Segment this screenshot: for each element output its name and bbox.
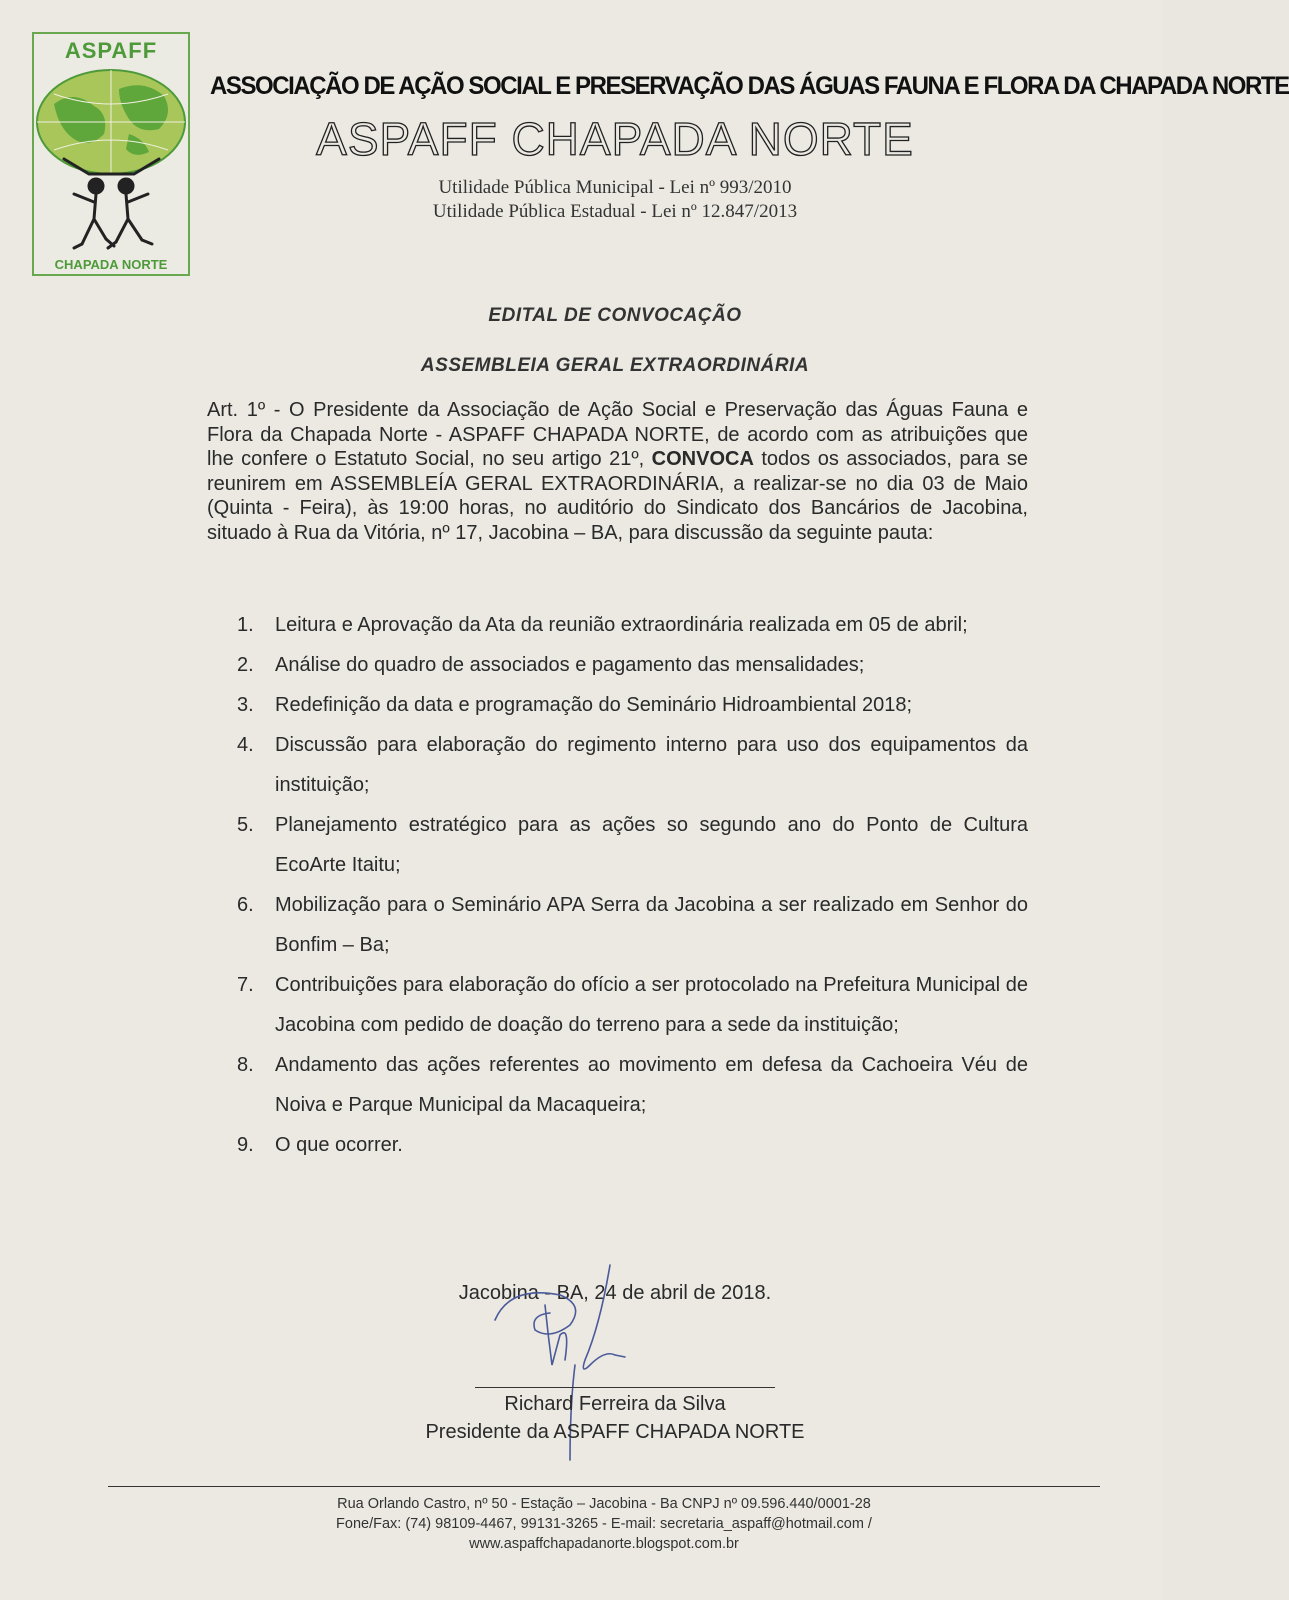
article-text-bold: CONVOCA (651, 448, 754, 470)
agenda-item (237, 645, 1028, 685)
date-line: Jacobina - BA, 24 de abril de 2018. (458, 1282, 772, 1304)
agenda-item-number: 6. (237, 894, 254, 916)
agenda-item-number: 4. (237, 734, 254, 756)
agenda-item-text: Planejamento estratégico para as ações so segundo ano do Ponto de Cultura EcoArte Itaitu; (275, 814, 1028, 876)
signer-name: Richard Ferreira da Silva (504, 1393, 726, 1415)
agenda-item-text: Mobilização para o Seminário APA Serra da Jacobina a ser realizado em Senhor do Bonfim – Ba; (275, 894, 1028, 956)
article-text-start: Art. 1º - O Presidente da Associação de Ação Social e Preservação das Águas Fauna e Flora da Chapada Norte - ASPAFF CHAPADA NORTE, de acordo com as atribuições que lhe confere o Estatuto Social, no seu artigo 21º, (207, 399, 1028, 470)
organization-short-name: ASPAFF CHAPADA NORTE (316, 113, 914, 165)
footer-address: Rua Orlando Castro, nº 50 - Estação – Jacobina - Ba CNPJ nº 09.596.440/0001-28 (337, 1496, 871, 1512)
utility-state: Utilidade Pública Estadual - Lei nº 12.847/2013 (432, 201, 798, 222)
footer-website: www.aspaffchapadanorte.blogspot.com.br (469, 1536, 739, 1552)
agenda-item-text: O que ocorrer. (275, 1134, 403, 1156)
footer-divider (108, 1486, 1100, 1487)
agenda-list (237, 605, 1028, 1165)
organization-name: ASSOCIAÇÃO DE AÇÃO SOCIAL E PRESERVAÇÃO DAS ÁGUAS FAUNA E FLORA DA CHAPADA NORTE (210, 72, 1289, 100)
article-text-end: todos os associados, para se reunirem em ASSEMBLEÍA GERAL EXTRAORDINÁRIA, a realizar-se no dia 03 de Maio (Quinta - Feira), às 19:00 horas, no auditório do Sindicato dos Bancários de Jacobina, situado à Rua da Vitória, nº 17, Jacobina – BA, para discussão da seguinte pauta: (207, 448, 1028, 544)
document-title: EDITAL DE CONVOCAÇÃO (488, 305, 742, 326)
globe-with-figures-icon (34, 34, 188, 274)
agenda-item-text: Redefinição da data e programação do Seminário Hidroambiental 2018; (275, 694, 913, 716)
agenda-item-number: 7. (237, 974, 254, 996)
agenda-item (237, 685, 1028, 725)
agenda-item (237, 725, 1028, 805)
agenda-item-number: 8. (237, 1054, 254, 1076)
signer-role: Presidente da ASPAFF CHAPADA NORTE (425, 1421, 805, 1443)
agenda-item (237, 1045, 1028, 1125)
agenda-item (237, 605, 1028, 645)
agenda-item-text: Andamento das ações referentes ao movimento em defesa da Cachoeira Véu de Noiva e Parque Municipal da Macaqueira; (275, 1054, 1028, 1116)
agenda-item-number: 1. (237, 614, 254, 636)
footer-contact: Fone/Fax: (74) 98109-4467, 99131-3265 - E-mail: secretaria_aspaff@hotmail.com / (336, 1516, 872, 1532)
agenda-item (237, 885, 1028, 965)
aspaff-logo (32, 32, 190, 276)
signature-line (475, 1387, 775, 1388)
agenda-item-text: Contribuições para elaboração do ofício a ser protocolado na Prefeitura Municipal de Jacobina com pedido de doação do terreno para a sede da instituição; (275, 974, 1028, 1036)
agenda-item-number: 3. (237, 694, 254, 716)
agenda-item-text: Leitura e Aprovação da Ata da reunião extraordinária realizada em 05 de abril; (275, 614, 968, 636)
agenda-item-number: 5. (237, 814, 254, 836)
agenda-item-number: 2. (237, 654, 254, 676)
agenda-item (237, 1125, 1028, 1165)
agenda-item-number: 9. (237, 1134, 254, 1156)
agenda-item-text: Análise do quadro de associados e pagamento das mensalidades; (275, 654, 865, 676)
logo-title: ASPAFF (64, 38, 158, 63)
article-paragraph (207, 398, 1028, 545)
utility-municipal: Utilidade Pública Municipal - Lei nº 993/2010 (438, 177, 792, 198)
document-subtitle: ASSEMBLEIA GERAL EXTRAORDINÁRIA (420, 355, 810, 376)
agenda-item (237, 805, 1028, 885)
logo-subtitle: CHAPADA NORTE (54, 257, 168, 272)
agenda-item-text: Discussão para elaboração do regimento interno para uso dos equipamentos da instituição; (275, 734, 1028, 796)
agenda-item (237, 965, 1028, 1045)
